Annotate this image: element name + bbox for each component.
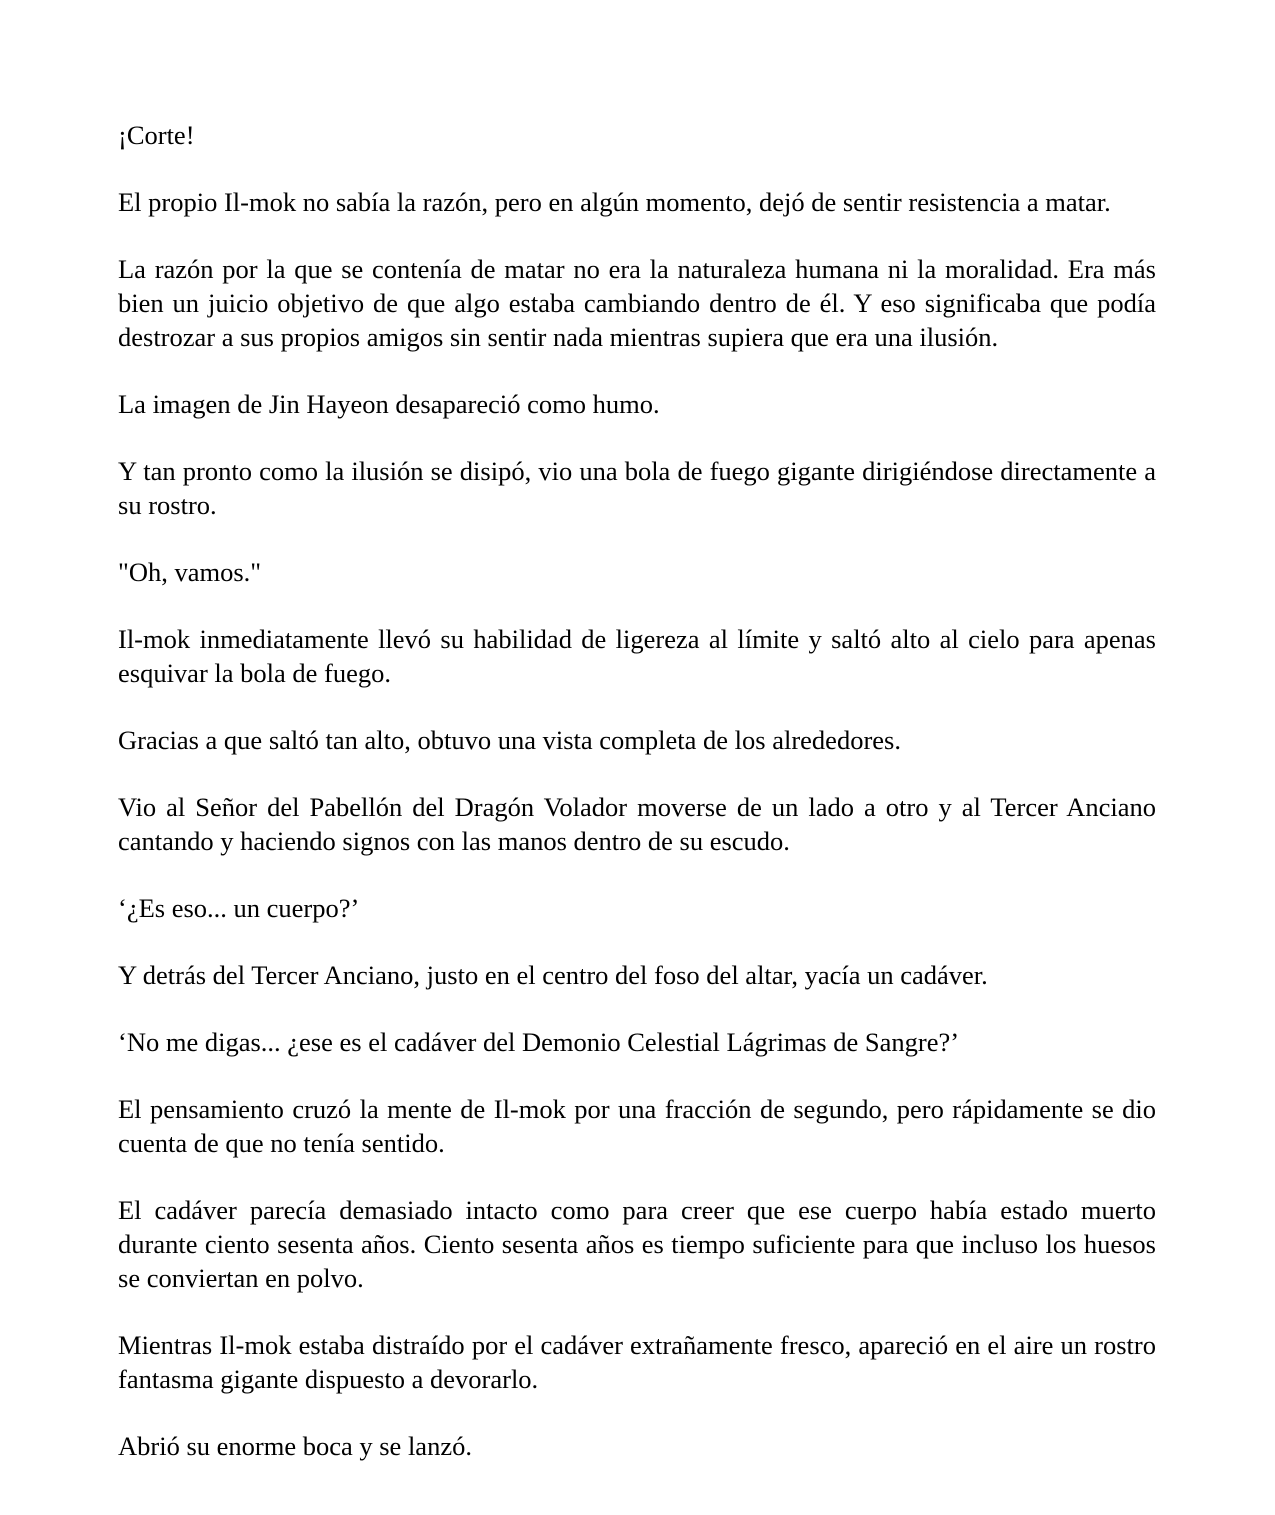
paragraph-8: Gracias a que saltó tan alto, obtuvo una vista completa de los alrededores.	[118, 725, 901, 755]
document-body	[118, 118, 1156, 1496]
paragraph-12: ‘No me digas... ¿ese es el cadáver del Demonio Celestial Lágrimas de Sangre?’	[118, 1027, 960, 1057]
paragraph-16: Abrió su enorme boca y se lanzó.	[118, 1431, 472, 1461]
paragraph-11: Y detrás del Tercer Anciano, justo en el centro del foso del altar, yacía un cadáver.	[118, 960, 988, 990]
paragraph-6: "Oh, vamos."	[118, 557, 262, 587]
paragraph-13: El pensamiento cruzó la mente de Il-mok por una fracción de segundo, pero rápidamente se dio cuenta de que no tenía sentido.	[118, 1094, 1156, 1158]
paragraph-2: El propio Il-mok no sabía la razón, pero en algún momento, dejó de sentir resistencia a matar.	[118, 187, 1111, 217]
paragraph-1: ¡Corte!	[118, 120, 195, 150]
paragraph-7: Il-mok inmediatamente llevó su habilidad de ligereza al límite y saltó alto al cielo para apenas esquivar la bola de fuego.	[118, 624, 1156, 688]
paragraph-3: La razón por la que se contenía de matar no era la naturaleza humana ni la moralidad. Era más bien un juicio objetivo de que algo estaba cambiando dentro de él. Y eso significaba que podía destrozar a sus propios amigos sin sentir nada mientras supiera que era una ilusión.	[118, 254, 1156, 352]
paragraph-4: La imagen de Jin Hayeon desapareció como humo.	[118, 389, 660, 419]
paragraph-10: ‘¿Es eso... un cuerpo?’	[118, 893, 360, 923]
paragraph-14: El cadáver parecía demasiado intacto como para creer que ese cuerpo había estado muerto durante ciento sesenta años. Ciento sesenta años es tiempo suficiente para que incluso los huesos se conviertan en polvo.	[118, 1195, 1156, 1293]
paragraph-15: Mientras Il-mok estaba distraído por el cadáver extrañamente fresco, apareció en el aire un rostro fantasma gigante dispuesto a devorarlo.	[118, 1330, 1156, 1394]
paragraph-9: Vio al Señor del Pabellón del Dragón Volador moverse de un lado a otro y al Tercer Anciano cantando y haciendo signos con las manos dentro de su escudo.	[118, 792, 1156, 856]
paragraph-5: Y tan pronto como la ilusión se disipó, vio una bola de fuego gigante dirigiéndose directamente a su rostro.	[118, 456, 1156, 520]
